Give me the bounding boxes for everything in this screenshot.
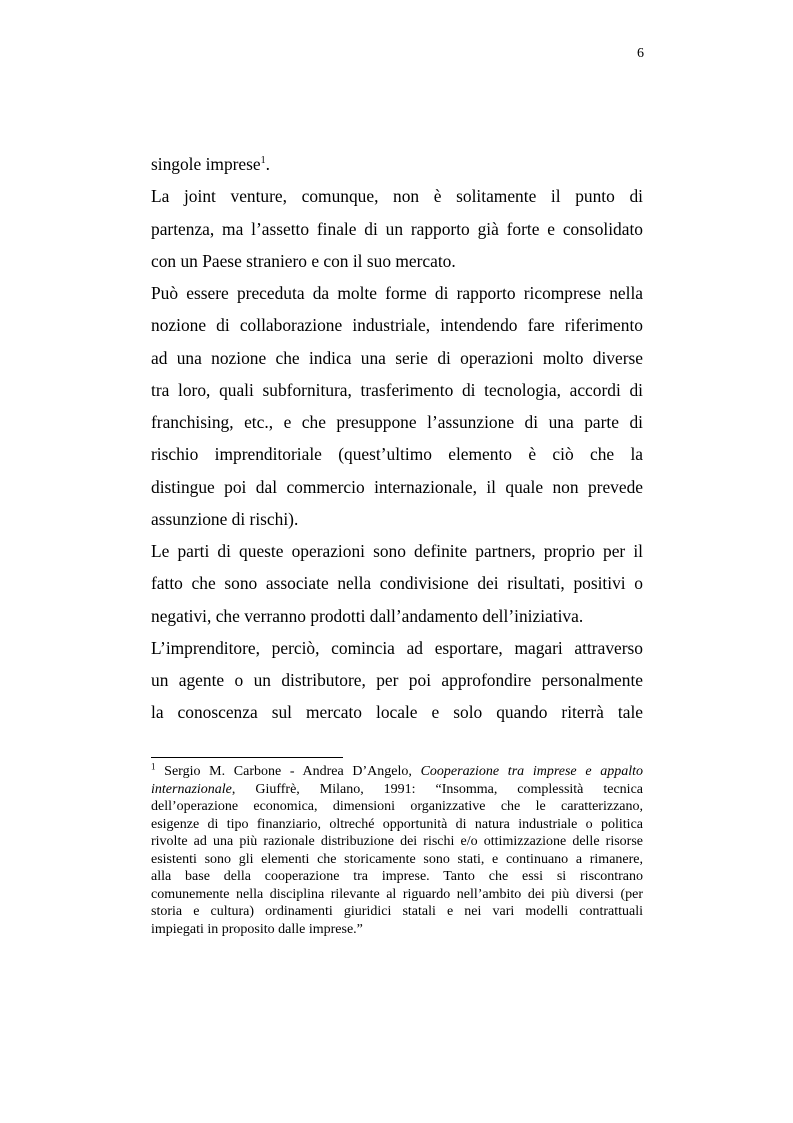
footnote-line: esigenze di tipo finanziario, oltreché opportunità di natura industriale o politica <box>151 816 643 832</box>
body-line: con un Paese straniero e con il suo mercato. <box>151 250 456 271</box>
body-line: ad una nozione che indica una serie di operazioni molto diverse <box>151 347 643 368</box>
footnote-line: storia e cultura) ordinamenti giuridici statali e nei vari modelli contrattuali <box>151 904 643 919</box>
body-line: negativi, che verranno prodotti dall’andamento dell’iniziativa. <box>151 605 584 626</box>
footnote-line <box>151 763 643 781</box>
footnote-line: comunemente nella disciplina rilevante al riguardo nell’ambito dei più diversi (per <box>151 886 643 902</box>
footnote-reference[interactable]: 1 <box>260 155 266 167</box>
footnote-line <box>151 781 643 799</box>
body-line: fatto che sono associate nella condivisione dei risultati, positivi o <box>151 573 643 594</box>
page-number: 6 <box>637 46 644 61</box>
footnote-line: dell’operazione economica, dimensioni organizzative che le caratterizzano, <box>151 799 643 814</box>
body-line-text: singole imprese <box>151 154 261 174</box>
body-line: la conoscenza sul mercato locale e solo quando riterrà tale <box>151 702 643 723</box>
body-line: Può essere preceduta da molte forme di rapporto ricomprese nella <box>151 283 643 303</box>
body-line: franchising, etc., e che presuppone l’assunzione di una parte di <box>151 412 643 432</box>
body-line: partenza, ma l’assetto finale di un rapporto già forte e consolidato <box>151 218 643 239</box>
body-line: distingue poi dal commercio internazionale, il quale non prevede <box>151 476 643 497</box>
body-line: La joint venture, comunque, non è solitamente il punto di <box>151 186 643 207</box>
body-line: nozione di collaborazione industriale, intendendo fare riferimento <box>151 315 643 336</box>
body-line: tra loro, quali subfornitura, trasferimento di tecnologia, accordi di <box>151 379 643 400</box>
footnote-line: esistenti sono gli elementi che storicamente sono stati, e continuano a rimanere, <box>151 851 643 867</box>
body-line: Le parti di queste operazioni sono definite partners, proprio per il <box>151 541 643 561</box>
footnote <box>151 763 643 938</box>
footnote-book-title: Cooperazione tra imprese e appalto <box>420 764 643 779</box>
body-line: rischio imprenditoriale (quest’ultimo elemento è ciò che la <box>151 444 643 465</box>
footnote-line: alla base della cooperazione tra imprese. Tanto che essi si riscontrano <box>151 869 643 884</box>
footnote-publisher: , Giuffrè, Milano, 1991: “Insomma, complessità tecnica <box>231 781 643 797</box>
body-line: un agente o un distributore, per poi approfondire personalmente <box>151 670 643 690</box>
footnote-book-title-cont: internazionale <box>151 781 232 797</box>
footnote-authors: Sergio M. Carbone - Andrea D’Angelo, <box>155 764 412 779</box>
body-line: assunzione di rischi). <box>151 508 299 529</box>
body-line-text: . <box>265 154 270 174</box>
footnote-line: rivolte ad una più razionale distribuzione dei rischi e/o ottimizzazione delle risorse <box>151 834 643 849</box>
body-line: L’imprenditore, perciò, comincia ad esportare, magari attraverso <box>151 637 643 658</box>
body-text <box>151 148 643 729</box>
body-line <box>151 148 643 180</box>
footnote-marker: 1 <box>151 761 156 772</box>
footnote-line: impiegati in proposito dalle imprese.” <box>151 921 363 937</box>
footnote-separator <box>151 757 343 758</box>
